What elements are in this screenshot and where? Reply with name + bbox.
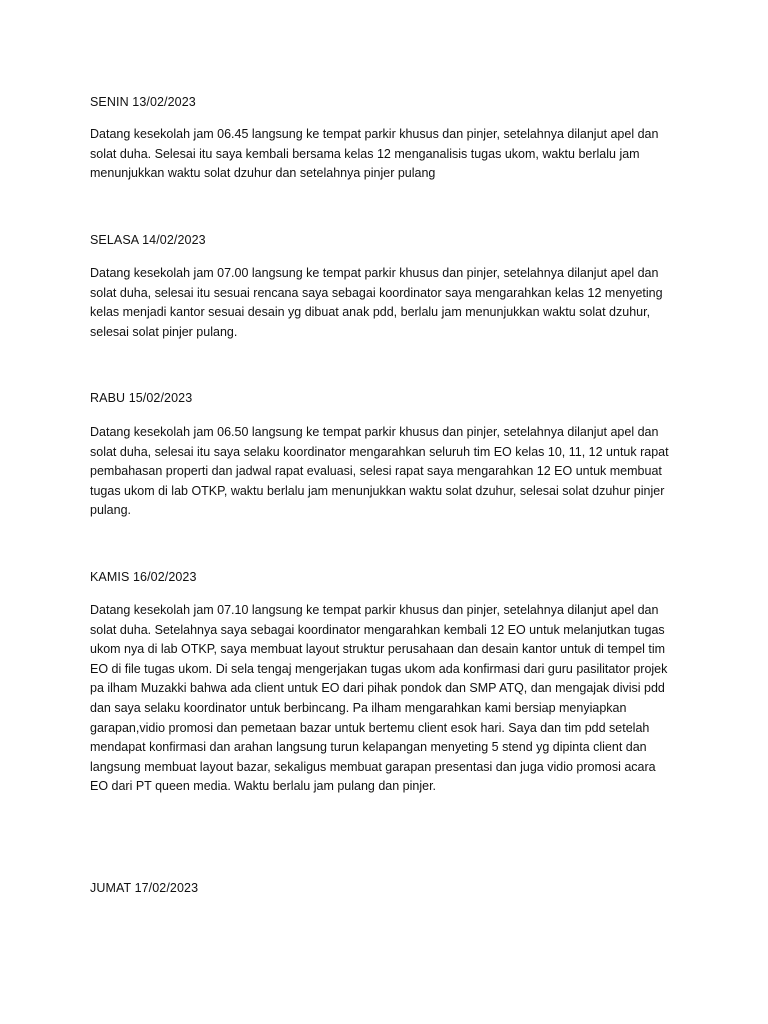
entry-heading-rabu: RABU 15/02/2023 [90, 391, 193, 405]
body-line: solat duha, selesai itu sesuai rencana saya sebagai koordinator saya mengarahkan kelas 12 menyeting [90, 285, 663, 300]
body-line: EO dari PT queen media. Waktu berlalu jam pulang dan pinjer. [90, 779, 437, 794]
body-line: Datang kesekolah jam 06.50 langsung ke tempat parkir khusus dan pinjer, setelahnya dilanjut apel dan [90, 425, 659, 439]
entry-body-kamis [90, 601, 690, 797]
body-line: solat duha, selesai itu saya selaku koordinator mengarahkan seluruh tim EO kelas 10, 11, 12 untuk rapat [90, 444, 669, 459]
body-line: langsung membuat layout bazar, sekaligus membuat garapan presentasi dan juga vidio promosi acara [90, 759, 656, 774]
body-line: ukom nya di lab OTKP, saya membuat layout struktur perusahaan dan desain kantor untuk di tempel tim [90, 642, 666, 657]
body-line: tugas ukom di lab OTKP, waktu berlalu jam menunjukkan waktu solat dzuhur, selesai solat dzuhur pinjer [90, 483, 665, 498]
body-line: Datang kesekolah jam 07.10 langsung ke tempat parkir khusus dan pinjer, setelahnya dilanjut apel dan [90, 603, 659, 617]
body-line: EO di file tugas ukom. Di sela tengaj mengerjakan tugas ukom ada konfirmasi dari guru pasilitator projek [90, 661, 668, 676]
body-line: Datang kesekolah jam 06.45 langsung ke tempat parkir khusus dan pinjer, setelahnya dilanjut apel dan [90, 127, 659, 141]
body-line: pembahasan properti dan jadwal rapat evaluasi, selesi rapat saya mengarahkan 12 EO untuk membuat [90, 464, 662, 479]
body-line: pa ilham Muzakki bahwa ada client untuk EO dari pihak pondok dan SMP ATQ, dan mengajak divisi pdd [90, 681, 665, 696]
entry-heading-kamis: KAMIS 16/02/2023 [90, 570, 197, 584]
entry-heading-senin: SENIN 13/02/2023 [90, 95, 196, 109]
body-line: garapan,vidio promosi dan pemetaan bazar untuk bertemu client esok hari. Saya dan tim pdd setelah [90, 720, 650, 735]
body-line: solat duha. Setelahnya saya sebagai koordinator mengarahkan kembali 12 EO untuk melanjutkan tugas [90, 622, 665, 637]
body-line: selesai solat pinjer pulang. [90, 324, 238, 339]
entry-heading-selasa: SELASA 14/02/2023 [90, 233, 206, 247]
body-line: menunjukkan waktu solat dzuhur dan setelahnya pinjer pulang [90, 166, 436, 181]
entry-heading-jumat: JUMAT 17/02/2023 [90, 881, 199, 895]
body-line: Datang kesekolah jam 07.00 langsung ke tempat parkir khusus dan pinjer, setelahnya dilanjut apel dan [90, 266, 659, 280]
body-line: solat duha. Selesai itu saya kembali bersama kelas 12 menganalisis tugas ukom, waktu berlalu jam [90, 146, 640, 161]
entry-body-rabu [90, 423, 690, 521]
body-line: dan saya selaku koordinator untuk berbincang. Pa ilham mengarahkan kami bersiap menyiapkan [90, 700, 627, 715]
entry-body-senin [90, 125, 690, 184]
body-line: pulang. [90, 503, 132, 518]
body-line: kelas menjadi kantor sesuai desain yg dibuat anak pdd, berlalu jam menunjukkan waktu solat dzuhur, [90, 305, 651, 320]
entry-body-selasa [90, 264, 690, 342]
body-line: mendapat konfirmasi dan arahan langsung turun kelapangan menyeting 5 stend yg dipinta client dan [90, 740, 647, 755]
